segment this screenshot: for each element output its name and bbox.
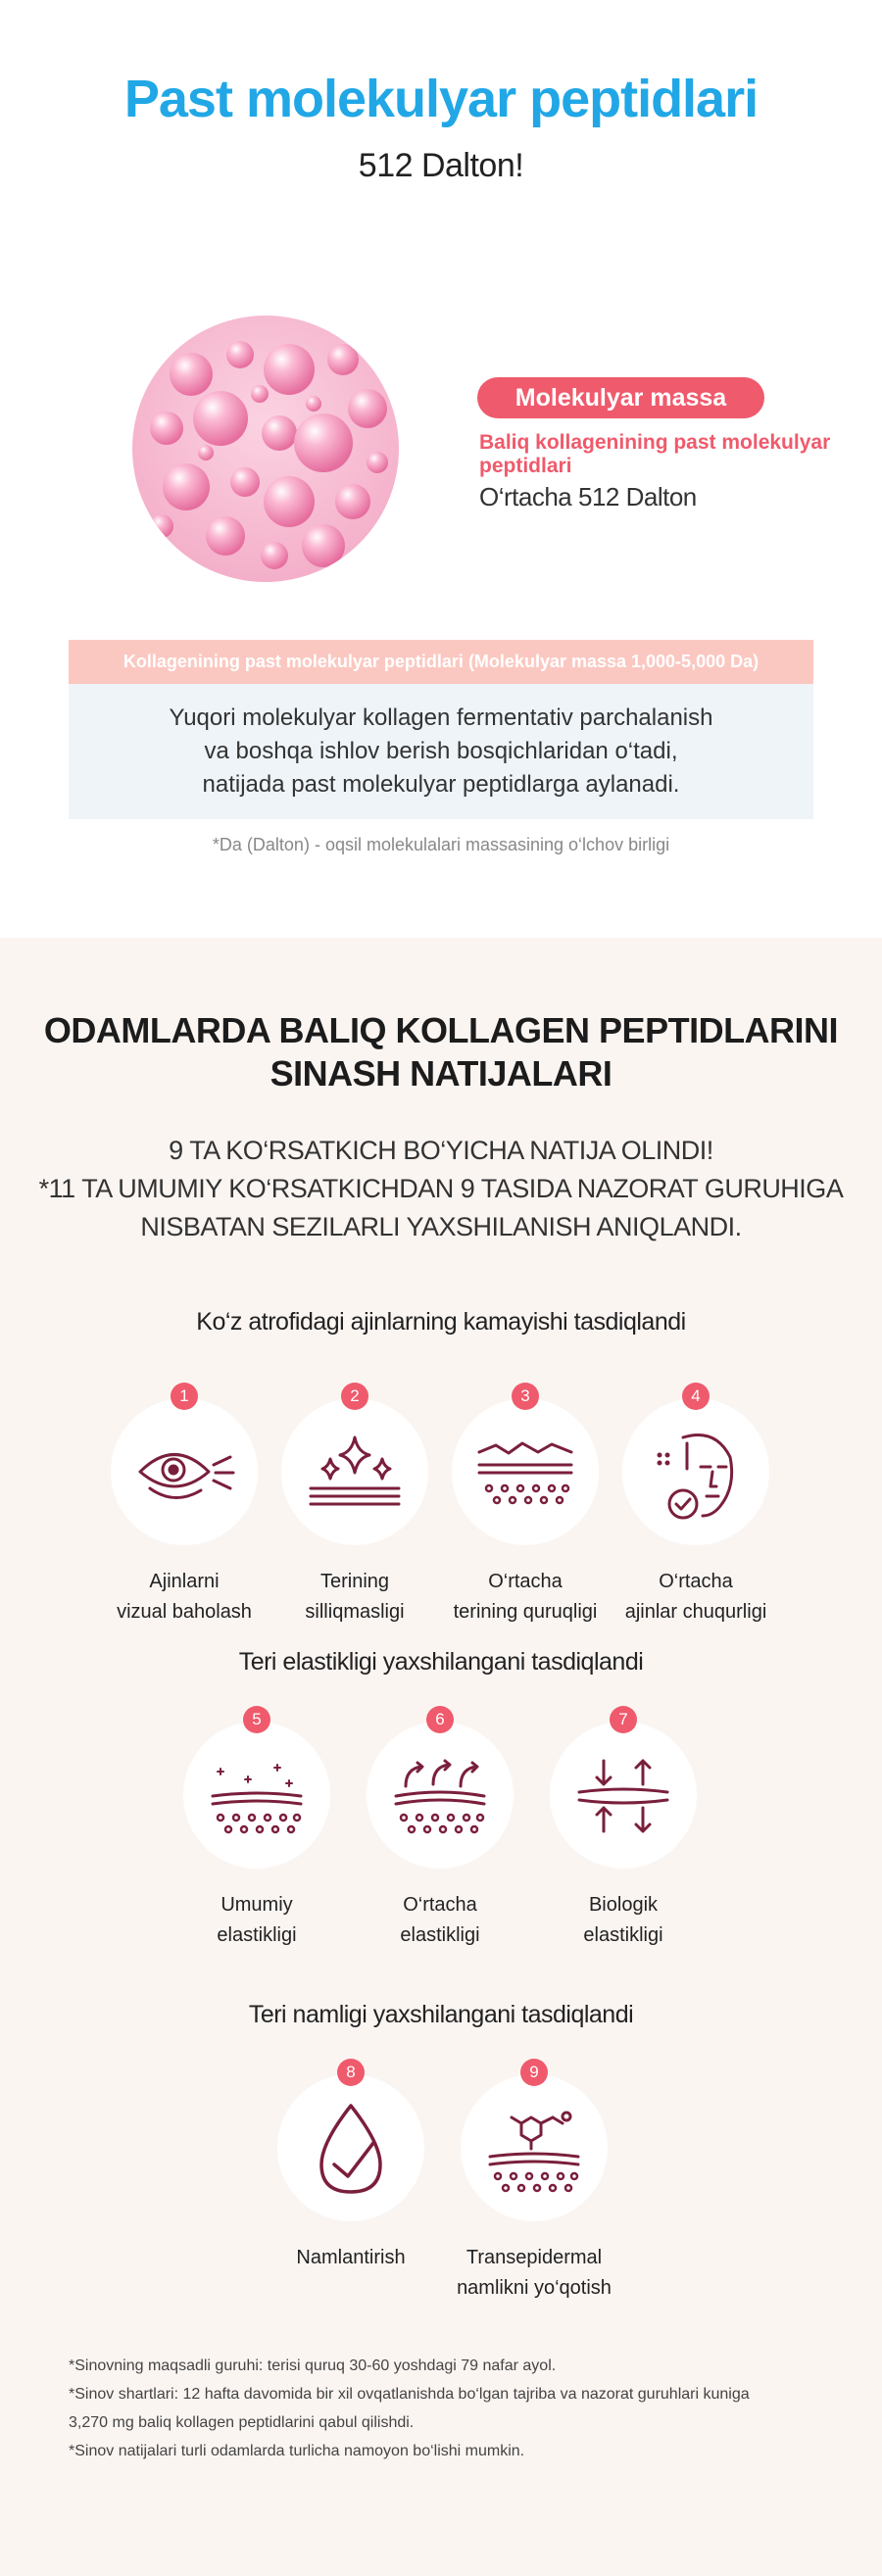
results-title-line: SINASH NATIJALARI xyxy=(270,1053,612,1094)
note-line: *Sinov shartlari: 12 hafta davomida bir xil ovqatlanishda bo‘lgan tajriba va nazorat guruhlari kuniga xyxy=(69,2386,750,2403)
group-title-elasticity: Teri elastikligi yaxshilangani tasdiqlandi xyxy=(238,1648,644,1676)
skin-elasticity-icon xyxy=(183,1722,330,1869)
item-number: 2 xyxy=(341,1383,368,1410)
molecular-mass-badge: Molekulyar massa xyxy=(477,377,764,418)
collagen-bubbles-image xyxy=(132,316,399,582)
results-subtitle-line: *11 TA UMUMIY KO‘RSATKICHDAN 9 TASIDA NAZORAT GURUHIGA xyxy=(38,1174,844,1203)
results-section xyxy=(0,938,882,2576)
item-label-line: Biologik xyxy=(588,1894,659,1916)
group-title-moisture: Teri namligi yaxshilangani tasdiqlandi xyxy=(248,2001,634,2028)
item-label xyxy=(257,1567,453,1628)
item-label-line: Terining xyxy=(319,1571,390,1592)
item-label xyxy=(342,1890,538,1951)
item-number: 3 xyxy=(512,1383,539,1410)
item-label-line: silliqmasligi xyxy=(305,1601,405,1623)
item-label xyxy=(86,1567,282,1628)
info-line: natijada past molekulyar peptidlarga aylanadi. xyxy=(202,771,680,798)
item-label-line: O‘rtacha xyxy=(488,1571,563,1592)
results-title-line: ODAMLARDA BALIQ KOLLAGEN PEPTIDLARINI xyxy=(43,1010,839,1050)
molecular-value: O‘rtacha 512 Dalton xyxy=(479,482,697,511)
results-subtitle xyxy=(0,1132,882,1246)
info-line: va boshqa ishlov berish bosqichlaridan o‘tadi, xyxy=(204,738,678,764)
item-number: 8 xyxy=(337,2059,365,2086)
molecular-description: Baliq kollagenining past molekulyar peptidlari xyxy=(479,431,831,477)
sparkle-skin-icon xyxy=(281,1398,428,1545)
page-title: Past molekulyar peptidlari xyxy=(123,70,759,128)
item-label xyxy=(253,2243,449,2273)
eye-wrinkle-icon xyxy=(111,1398,258,1545)
intro-section xyxy=(0,0,882,938)
results-title xyxy=(0,1009,882,1095)
item-label-line: Ajinlarni xyxy=(149,1571,220,1592)
item-number: 5 xyxy=(243,1706,270,1733)
item-label-line: Transepidermal xyxy=(466,2247,603,2268)
item-label-line: vizual baholash xyxy=(117,1601,252,1623)
item-label xyxy=(436,2243,632,2304)
info-line: Yuqori molekulyar kollagen fermentativ parchalanish xyxy=(169,705,713,731)
item-label-line: elastikligi xyxy=(217,1924,297,1946)
water-drop-check-icon xyxy=(277,2074,424,2221)
item-number: 4 xyxy=(682,1383,710,1410)
info-box-heading: Kollagenining past molekulyar peptidlari (Molekulyar massa 1,000-5,000 Da) xyxy=(69,640,813,684)
item-label-line: namlikni yo‘qotish xyxy=(457,2277,612,2299)
results-subtitle-line: 9 TA KO‘RSATKICH BO‘YICHA NATIJA OLINDI! xyxy=(169,1136,713,1165)
page-subtitle: 512 Dalton! xyxy=(358,147,524,184)
item-label xyxy=(598,1567,794,1628)
item-label-line: Umumiy xyxy=(220,1894,293,1916)
results-subtitle-line: NISBATAN SEZILARLI YAXSHILANISH ANIQLANDI. xyxy=(140,1212,742,1241)
note-line: *Sinov natijalari turli odamlarda turlicha namoyon bo‘lishi mumkin. xyxy=(69,2443,525,2459)
item-label-line: O‘rtacha xyxy=(659,1571,733,1592)
item-number: 7 xyxy=(610,1706,637,1733)
item-label-line: Namlantirish xyxy=(296,2247,406,2268)
stretch-arrows-icon xyxy=(550,1722,697,1869)
info-box-text xyxy=(69,702,813,802)
item-label-line: elastikligi xyxy=(400,1924,480,1946)
item-label-line: O‘rtacha xyxy=(403,1894,477,1916)
item-label xyxy=(525,1890,721,1951)
molecule-skin-icon xyxy=(461,2074,608,2221)
item-label xyxy=(427,1567,623,1628)
group-title-wrinkles: Ko‘z atrofidagi ajinlarning kamayishi tasdiqlandi xyxy=(196,1308,686,1336)
note-line: 3,270 mg baliq kollagen peptidlarini qabul qilishdi. xyxy=(69,2414,415,2431)
item-label-line: elastikligi xyxy=(583,1924,663,1946)
info-box-body xyxy=(69,684,813,819)
test-notes xyxy=(69,2352,843,2465)
dalton-footnote: *Da (Dalton) - oqsil molekulalari massasining o‘lchov birligi xyxy=(212,835,670,854)
item-label-line: terining quruqligi xyxy=(453,1601,598,1623)
skin-lift-arrows-icon xyxy=(367,1722,514,1869)
dry-skin-layers-icon xyxy=(452,1398,599,1545)
item-number: 9 xyxy=(520,2059,548,2086)
item-number: 1 xyxy=(171,1383,198,1410)
note-line: *Sinovning maqsadli guruhi: terisi quruq 30-60 yoshdagi 79 nafar ayol. xyxy=(69,2357,557,2374)
item-label-line: ajinlar chuqurligi xyxy=(624,1601,767,1623)
item-number: 6 xyxy=(426,1706,454,1733)
face-check-icon xyxy=(622,1398,769,1545)
item-label xyxy=(159,1890,355,1951)
